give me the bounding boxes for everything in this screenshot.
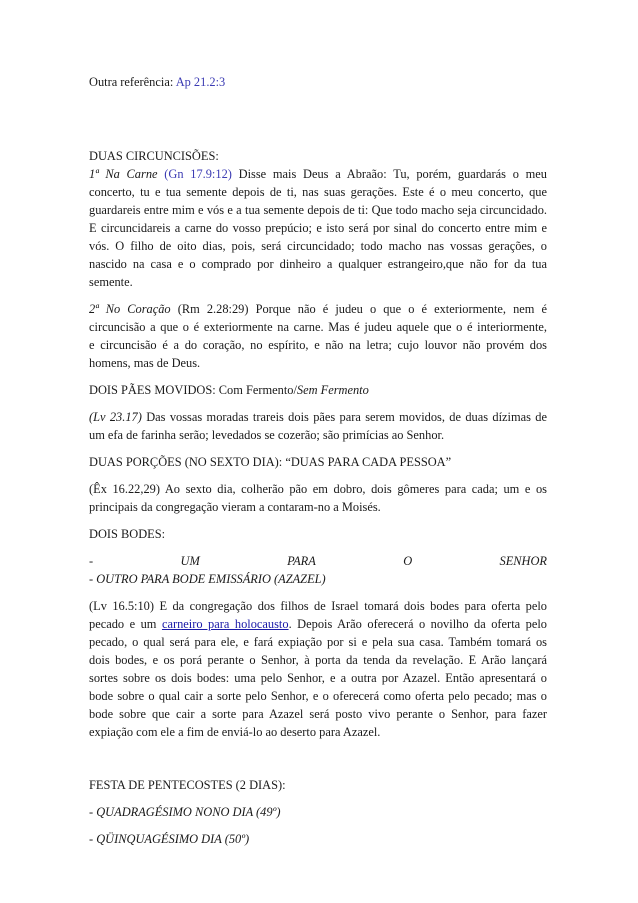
- heading-bodes: DOIS BODES:: [89, 527, 166, 541]
- paragraph-line: homens, mas de Deus.: [89, 356, 201, 370]
- list-item: - UM PARA O SENHOR: [89, 554, 547, 568]
- paragraph-line: 1ª Na Carne (Gn 17.9:12) Disse mais Deus a Abraão: Tu, porém, guardarás o meu: [89, 167, 547, 181]
- paragraph-line: (Lv 23.17) Das vossas moradas trareis dois pães para serem movidos, de duas dízimas de: [89, 410, 547, 424]
- paragraph-line: pecado e um carneiro para holocausto. Depois Arão oferecerá o novilho da oferta pelo: [89, 617, 547, 631]
- holocausto-link[interactable]: carneiro para holocausto: [161, 617, 289, 631]
- paragraph-line: expiação com ele a fim de enviá-lo ao deserto para Azazel.: [89, 725, 381, 739]
- paragraph-line: (Êx 16.22,29) Ao sexto dia, colherão pão em dobro, dois gômeres para cada; um e os: [89, 482, 547, 496]
- paragraph-line: vós. O filho de oito dias, pois, será circuncidado; todo macho nas vossas gerações, o: [89, 239, 547, 253]
- paragraph-line: pecado, o qual será para ele, e fará expiação por si e pela sua casa. Também tomará os: [89, 635, 547, 649]
- other-reference-label: Outra referência:: [89, 75, 176, 89]
- heading-circuncisoes: DUAS CIRCUNCISÕES:: [89, 149, 219, 163]
- paragraph-line: principais da congregação vieram a contaram-no a Moisés.: [89, 500, 381, 514]
- paragraph-line: semente.: [89, 275, 133, 289]
- heading-pentecostes: FESTA DE PENTECOSTES (2 DIAS):: [89, 778, 286, 792]
- lead-no-coracao: 2ª No Coração: [89, 302, 171, 316]
- reference-gn[interactable]: (Gn 17.9:12): [164, 167, 232, 181]
- paragraph-line: concerto, tu e tua semente depois de ti, nas suas gerações. Este é o meu concerto, que: [89, 185, 547, 199]
- other-reference: [89, 73, 547, 91]
- other-reference-link[interactable]: Ap 21.2:3: [175, 75, 226, 89]
- paragraph-line: E circuncidareis a carne do vosso prepúcio; e isto será por sinal do concerto entre mim e: [89, 221, 547, 235]
- list-item: - QUADRAGÉSIMO NONO DIA (49º): [89, 805, 281, 819]
- heading-porcoes: DUAS PORÇÕES (NO SEXTO DIA): “DUAS PARA CADA PESSOA”: [89, 455, 452, 469]
- paragraph-line: sortes sobre os dois bodes: uma pelo Senhor, e a outra por Azazel. Então apresentará o: [89, 671, 547, 685]
- list-item: - QÜINQUAGÉSIMO DIA (50º): [89, 832, 250, 846]
- lead-na-carne: 1ª Na Carne: [89, 167, 158, 181]
- list-item: - OUTRO PARA BODE EMISSÁRIO (AZAZEL): [89, 572, 326, 586]
- paragraph-line: nascido na casa e o comprado por dinheiro a qualquer estrangeiro,que não for da tua: [89, 257, 547, 271]
- paragraph-line: (Lv 16.5:10) E da congregação dos filhos de Israel tomará dois bodes para oferta pelo: [89, 599, 547, 613]
- paragraph-line: bode sobre que cair a sorte para Azazel será posto vivo perante o Senhor, para fazer: [89, 707, 547, 721]
- paragraph-line: e circuncisão é a do coração, no espírito, e não na letra; cujo louvor não provém dos: [89, 338, 547, 352]
- paragraph-line: guardareis entre mim e vós e a tua semente depois de ti: Que todo macho seja circuncidado.: [89, 203, 547, 217]
- paragraph-line: um efa de farinha serão; levedados se cozerão; são primícias ao Senhor.: [89, 428, 445, 442]
- paragraph-line: circuncisão a que o é exteriormente na carne. Mas é judeu aquele que o é interiormente,: [89, 320, 547, 334]
- paragraph-line: dois bodes, e os porá perante o Senhor, à porta da tenda da revelação. E Arão lançará: [89, 653, 547, 667]
- reference-lv: (Lv 23.17): [89, 410, 142, 424]
- paragraph-line: 2ª No Coração (Rm 2.28:29) Porque não é judeu o que o é exteriormente, nem é: [89, 302, 547, 316]
- heading-paes: DOIS PÃES MOVIDOS: Com Fermento/Sem Fermento: [89, 383, 369, 397]
- paragraph-line: bode sobre o qual cair a sorte pelo Senhor, e o oferecerá como oferta pelo pecado; mas o: [89, 689, 547, 703]
